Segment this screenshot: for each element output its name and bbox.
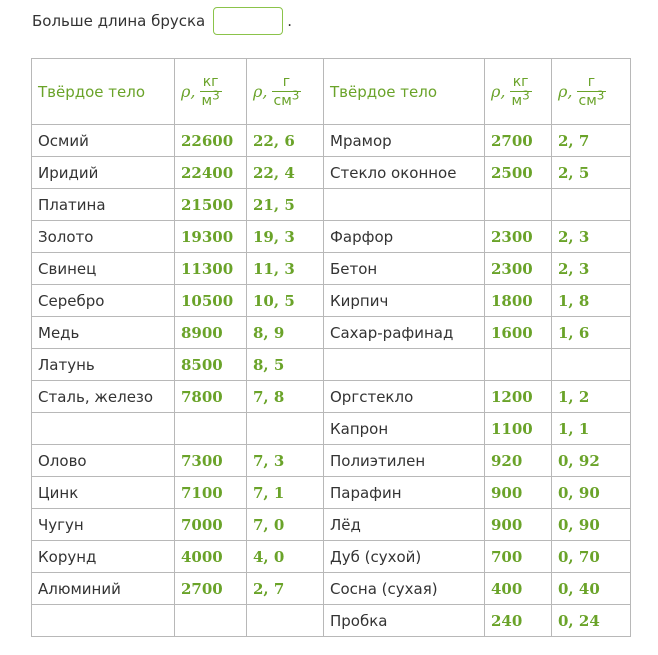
header-rho-g-left: ρ, $\frac{г}{см^3}$: [247, 59, 324, 125]
header-rho-g-right: ρ, $\frac{г}{см^3}$: [552, 59, 631, 125]
density-kg-right: 920: [485, 445, 552, 477]
table-row: [32, 573, 631, 605]
table-row: [32, 381, 631, 413]
density-kg-left: [175, 413, 247, 445]
density-g-right: 0, 90: [552, 477, 631, 509]
density-g-left: 19, 3: [247, 221, 324, 253]
density-g-right: 0, 92: [552, 445, 631, 477]
solid-name-left: Серебро: [32, 285, 175, 317]
density-g-right: 0, 90: [552, 509, 631, 541]
solid-name-right: Бетон: [324, 253, 485, 285]
density-g-left: 22, 6: [247, 125, 324, 157]
solid-name-right: Пробка: [324, 605, 485, 637]
density-kg-right: [485, 349, 552, 381]
density-g-right: 0, 24: [552, 605, 631, 637]
solid-name-left: Чугун: [32, 509, 175, 541]
density-g-left: 21, 5: [247, 189, 324, 221]
solid-name-right: Стекло оконное: [324, 157, 485, 189]
table-row: [32, 477, 631, 509]
density-g-right: 2, 3: [552, 253, 631, 285]
table-row: [32, 509, 631, 541]
table-row: [32, 253, 631, 285]
table-row: [32, 445, 631, 477]
solid-name-right: Фарфор: [324, 221, 485, 253]
density-kg-right: 900: [485, 477, 552, 509]
solid-name-right: Парафин: [324, 477, 485, 509]
density-g-left: [247, 413, 324, 445]
density-g-right: 1, 2: [552, 381, 631, 413]
density-kg-left: 4000: [175, 541, 247, 573]
table-row: [32, 605, 631, 637]
question-text: Больше длина бруска: [32, 12, 206, 30]
table-row: [32, 189, 631, 221]
density-g-right: 1, 6: [552, 317, 631, 349]
solid-name-left: [32, 413, 175, 445]
density-kg-right: 2300: [485, 221, 552, 253]
density-g-right: [552, 349, 631, 381]
solid-name-right: Сахар-рафинад: [324, 317, 485, 349]
solid-name-right: Лёд: [324, 509, 485, 541]
table-row: [32, 317, 631, 349]
density-g-right: 1, 1: [552, 413, 631, 445]
solid-name-left: Корунд: [32, 541, 175, 573]
density-g-left: 7, 8: [247, 381, 324, 413]
solid-name-right: Сосна (сухая): [324, 573, 485, 605]
table-row: [32, 221, 631, 253]
solid-name-right: Полиэтилен: [324, 445, 485, 477]
solid-name-left: Сталь, железо: [32, 381, 175, 413]
density-g-left: 11, 3: [247, 253, 324, 285]
density-kg-left: 19300: [175, 221, 247, 253]
density-kg-left: 7300: [175, 445, 247, 477]
density-g-left: 22, 4: [247, 157, 324, 189]
table-row: [32, 157, 631, 189]
solid-name-left: Свинец: [32, 253, 175, 285]
density-kg-left: 21500: [175, 189, 247, 221]
solid-name-left: Золото: [32, 221, 175, 253]
density-g-right: 2, 5: [552, 157, 631, 189]
table-row: [32, 285, 631, 317]
density-kg-right: 1100: [485, 413, 552, 445]
solid-name-right: Дуб (сухой): [324, 541, 485, 573]
solid-name-left: Латунь: [32, 349, 175, 381]
density-kg-left: 10500: [175, 285, 247, 317]
solid-name-left: Иридий: [32, 157, 175, 189]
table-row: [32, 125, 631, 157]
density-g-right: 2, 3: [552, 221, 631, 253]
density-kg-left: 2700: [175, 573, 247, 605]
table-row: [32, 349, 631, 381]
solid-name-right: Кирпич: [324, 285, 485, 317]
density-g-left: 7, 3: [247, 445, 324, 477]
density-kg-left: 8500: [175, 349, 247, 381]
density-g-right: [552, 189, 631, 221]
solid-name-left: Цинк: [32, 477, 175, 509]
density-kg-left: 22600: [175, 125, 247, 157]
density-kg-right: 1600: [485, 317, 552, 349]
table-row: [32, 541, 631, 573]
density-kg-right: 1200: [485, 381, 552, 413]
header-rho-kg-right: ρ, $\frac{кг}{м^3}$: [485, 59, 552, 125]
density-kg-left: 11300: [175, 253, 247, 285]
solid-name-right: [324, 349, 485, 381]
table-row: [32, 413, 631, 445]
density-kg-right: [485, 189, 552, 221]
question-punctuation: .: [287, 12, 293, 30]
solid-name-right: Мрамор: [324, 125, 485, 157]
question-line: [32, 6, 292, 36]
density-kg-left: 8900: [175, 317, 247, 349]
density-g-right: 0, 40: [552, 573, 631, 605]
density-kg-right: 2500: [485, 157, 552, 189]
density-g-left: 10, 5: [247, 285, 324, 317]
density-kg-right: 2700: [485, 125, 552, 157]
solid-name-left: Осмий: [32, 125, 175, 157]
density-kg-left: 7800: [175, 381, 247, 413]
density-g-right: 2, 7: [552, 125, 631, 157]
density-g-left: 7, 0: [247, 509, 324, 541]
density-g-right: 0, 70: [552, 541, 631, 573]
density-kg-right: 1800: [485, 285, 552, 317]
density-g-left: 4, 0: [247, 541, 324, 573]
header-solid-left: Твёрдое тело: [32, 59, 175, 125]
solid-name-left: Олово: [32, 445, 175, 477]
header-rho-kg-left: ρ, $\frac{кг}{м^3}$: [175, 59, 247, 125]
density-g-right: 1, 8: [552, 285, 631, 317]
density-kg-left: [175, 605, 247, 637]
solid-name-left: Платина: [32, 189, 175, 221]
density-kg-right: 240: [485, 605, 552, 637]
density-kg-left: 7000: [175, 509, 247, 541]
density-kg-right: 2300: [485, 253, 552, 285]
density-kg-right: 400: [485, 573, 552, 605]
header-solid-right: Твёрдое тело: [324, 59, 485, 125]
density-kg-right: 700: [485, 541, 552, 573]
density-g-left: [247, 605, 324, 637]
solid-name-right: [324, 189, 485, 221]
density-g-left: 8, 9: [247, 317, 324, 349]
solid-name-left: Медь: [32, 317, 175, 349]
density-table: [31, 58, 631, 637]
density-kg-left: 22400: [175, 157, 247, 189]
density-g-left: 7, 1: [247, 477, 324, 509]
density-kg-right: 900: [485, 509, 552, 541]
table-header-row: [32, 59, 631, 125]
density-g-left: 2, 7: [247, 573, 324, 605]
density-g-left: 8, 5: [247, 349, 324, 381]
density-kg-left: 7100: [175, 477, 247, 509]
solid-name-right: Капрон: [324, 413, 485, 445]
solid-name-right: Оргстекло: [324, 381, 485, 413]
answer-input[interactable]: [213, 7, 283, 35]
solid-name-left: [32, 605, 175, 637]
solid-name-left: Алюминий: [32, 573, 175, 605]
